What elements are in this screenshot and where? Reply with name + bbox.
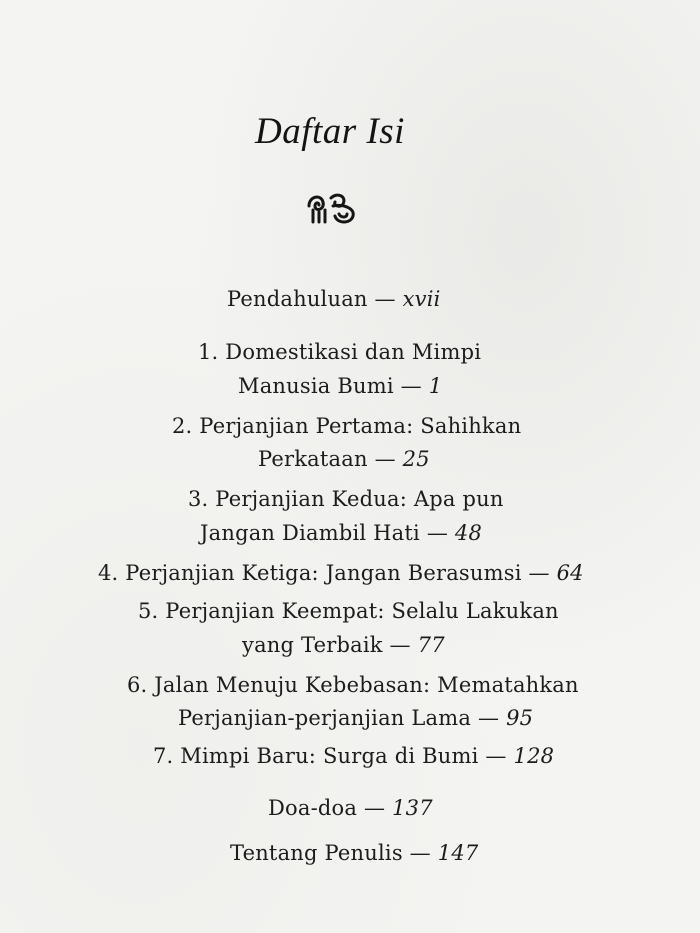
toc-entry-prayers[interactable] xyxy=(268,791,433,826)
toc-entry-title: 7. Mimpi Baru: Surga di Bumi — xyxy=(153,744,507,768)
toc-page-number: 64 xyxy=(556,561,584,585)
toc-entry-intro[interactable] xyxy=(227,282,441,317)
toc-entry-chapter-3-line-1[interactable] xyxy=(188,482,504,517)
toc-entry-title: 2. Perjanjian Pertama: Sahihkan xyxy=(172,414,522,438)
toc-entry-chapter-4[interactable] xyxy=(98,556,584,591)
toc-entry-chapter-6-line-2[interactable] xyxy=(178,701,533,736)
toc-page-number: 128 xyxy=(513,744,555,768)
floral-ornament-icon xyxy=(303,188,361,228)
toc-entry-title: Perjanjian-perjanjian Lama — xyxy=(178,706,500,730)
toc-entry-chapter-5-line-1[interactable] xyxy=(138,594,559,629)
toc-entry-title: Doa-doa — xyxy=(268,796,386,820)
toc-entry-chapter-1-line-2[interactable] xyxy=(238,369,442,404)
page-title: Daftar Isi xyxy=(255,111,405,152)
toc-page-number: 48 xyxy=(454,521,483,545)
toc-entry-title: yang Terbaik — xyxy=(242,633,411,657)
toc-entry-chapter-2-line-1[interactable] xyxy=(172,409,521,444)
toc-entry-chapter-2-line-2[interactable] xyxy=(258,442,430,477)
toc-entry-title: Manusia Bumi — xyxy=(238,374,422,398)
toc-entry-title: Tentang Penulis — xyxy=(230,841,431,865)
toc-page-number: 95 xyxy=(506,706,534,730)
toc-entry-title: Perkataan — xyxy=(258,447,396,471)
toc-page-number: xvii xyxy=(402,287,441,311)
toc-page-number: 77 xyxy=(417,633,445,657)
toc-entry-chapter-1-line-1[interactable] xyxy=(198,335,481,370)
toc-page-number: 25 xyxy=(402,447,430,471)
toc-entry-title: Pendahuluan — xyxy=(227,287,396,311)
toc-page-number: 147 xyxy=(437,841,479,865)
toc-entry-title: 6. Jalan Menuju Kebebasan: Mematahkan xyxy=(127,673,579,697)
toc-entry-chapter-6-line-1[interactable] xyxy=(127,668,579,703)
toc-page-number: 137 xyxy=(392,796,433,820)
toc-entry-chapter-5-line-2[interactable] xyxy=(242,628,445,663)
toc-entry-title: Jangan Diambil Hati — xyxy=(200,521,449,545)
toc-entry-author[interactable] xyxy=(230,836,478,871)
toc-entry-title: 4. Perjanjian Ketiga: Jangan Berasumsi — xyxy=(98,561,550,585)
toc-entry-title: 5. Perjanjian Keempat: Selalu Lakukan xyxy=(138,599,559,623)
toc-entry-title: 1. Domestikasi dan Mimpi xyxy=(198,340,482,364)
toc-entry-title: 3. Perjanjian Kedua: Apa pun xyxy=(188,487,504,511)
toc-entry-chapter-3-line-2[interactable] xyxy=(200,516,482,551)
toc-entry-chapter-7[interactable] xyxy=(153,739,554,774)
toc-page-number: 1 xyxy=(428,374,443,398)
